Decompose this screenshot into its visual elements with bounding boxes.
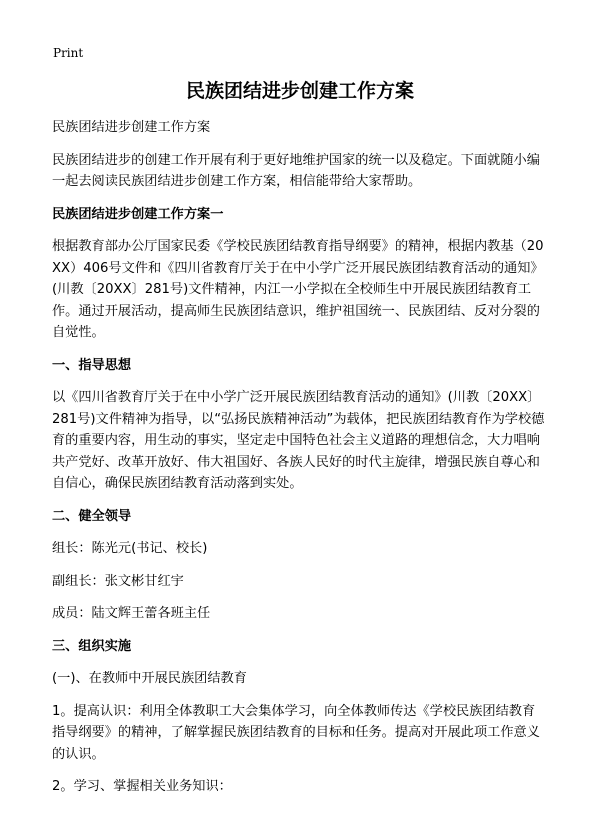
document-subtitle: 民族团结进步创建工作方案 bbox=[52, 120, 211, 135]
deputy-line: 副组长：张文彬甘红宇 bbox=[52, 573, 184, 589]
intro-paragraph: 民族团结进步的创建工作开展有利于更好地维护国家的统一以及稳定。下面就随小编一起去阅读民族团结进步创建工作方案，相信能带给大家帮助。 bbox=[52, 152, 540, 189]
heading-guiding-thought: 一、指导思想 bbox=[52, 357, 132, 373]
paragraph-1: 根据教育部办公厅国家民委《学校民族团结教育指导纲要》的精神，根据内教基（20XX）406号文件和《四川省教育厅关于在中小学广泛开展民族团结教育活动的通知》(川教〔20XX〕281号)文件精神，内江一小学拟在全校师生中开展民族团结教育工作。通过开展活动，提高师生民族团结意识，维护祖国统一、民族团结、反对分裂的自觉性。 bbox=[52, 239, 544, 340]
item-2: 2。学习、掌握相关业务知识： bbox=[52, 779, 232, 794]
section-heading: 民族团结进步创建工作方案一 bbox=[52, 206, 224, 222]
document-title: 民族团结进步创建工作方案 bbox=[185, 80, 414, 102]
document-body bbox=[52, 117, 548, 809]
members-line: 成员：陆文辉王蕾各班主任 bbox=[52, 606, 211, 621]
heading-leadership: 二、健全领导 bbox=[52, 508, 132, 524]
print-label: Print bbox=[53, 46, 84, 60]
subheading-teachers: (一)、在教师中开展民族团结教育 bbox=[52, 671, 247, 686]
heading-implementation: 三、组织实施 bbox=[52, 638, 132, 654]
leader-line: 组长：陈光元(书记、校长) bbox=[52, 541, 208, 556]
item-1: 1。提高认识：利用全体教职工大会集体学习，向全体教师传达《学校民族团结教育指导纲要》的精神，了解掌握民族团结教育的目标和任务。提高对开展此项工作意义的认识。 bbox=[52, 703, 540, 762]
paragraph-2: 以《四川省教育厅关于在中小学广泛开展民族团结教育活动的通知》(川教〔20XX〕281号)文件精神为指导，以“弘扬民族精神活动”为载体，把民族团结教育作为学校德育的重要内容，用生动的事实，坚定走中国特色社会主义道路的理想信念，大力唱响共产党好、改革开放好、伟大祖国好、各族人民好的时代主旋律，增强民族自尊心和自信心，确保民族团结教育活动落到实处。 bbox=[52, 390, 545, 491]
